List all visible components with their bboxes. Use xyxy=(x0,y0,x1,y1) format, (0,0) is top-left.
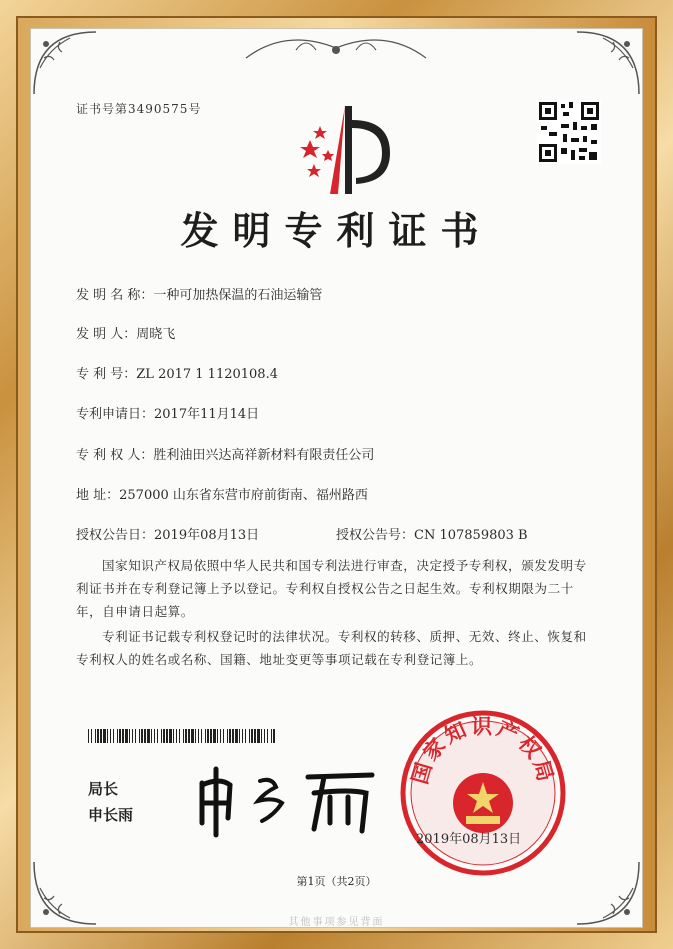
statement-paragraph-1: 国家知识产权局依照中华人民共和国专利法进行审查，决定授予专利权，颁发发明专利证书并在专利登记簿上予以登记。专利权自授权公告之日起生效。专利权期限为二十年，自申请日起算。 xyxy=(76,558,587,619)
invention-name-value: 一种可加热保温的石油运输管 xyxy=(153,288,323,303)
barcode-bar xyxy=(179,729,180,743)
barcode-bar xyxy=(198,729,199,743)
patent-number-value: ZL 2017 1 1120108.4 xyxy=(136,367,278,382)
barcode-bar xyxy=(139,729,140,743)
barcode-bar xyxy=(122,729,124,743)
field-grant-number xyxy=(336,524,528,543)
barcode-bar xyxy=(239,729,240,743)
qr-code xyxy=(537,100,601,164)
barcode-bar xyxy=(205,729,206,743)
patent-office-logo-icon xyxy=(290,98,400,208)
bottom-note: 其他事项参见背面 xyxy=(288,917,385,928)
official-seal xyxy=(398,708,568,878)
filing-date-value: 2017年11月14日 xyxy=(154,407,260,422)
barcode-bar xyxy=(220,729,221,743)
field-address xyxy=(76,484,368,503)
barcode-bar xyxy=(117,729,118,743)
grant-date-value: 2019年08月13日 xyxy=(154,528,260,543)
barcode-bar xyxy=(132,729,133,743)
director-name: 申长雨 xyxy=(88,806,134,824)
barcode-bar xyxy=(207,729,209,743)
certificate-paper xyxy=(30,28,643,928)
barcode-bar xyxy=(254,729,256,743)
top-center-ornament xyxy=(236,28,436,68)
corner-ornament-top-left xyxy=(30,28,100,98)
field-patentee xyxy=(76,444,374,463)
grant-number-value: CN 107859803 B xyxy=(414,528,528,543)
barcode-bar xyxy=(257,729,260,743)
barcode-bar xyxy=(163,729,165,743)
field-patent-number xyxy=(76,363,278,382)
grant-date-label: 授权公告日： xyxy=(76,528,155,543)
barcode-bar xyxy=(271,729,272,743)
patentee-label: 专 利 权 人： xyxy=(76,448,154,463)
barcode-bar xyxy=(201,729,202,743)
barcode-bar xyxy=(95,729,96,743)
barcode-bar xyxy=(107,729,108,743)
barcode-bar xyxy=(147,729,150,743)
corner-ornament-top-right xyxy=(573,28,643,98)
inventor-label: 发 明 人： xyxy=(76,327,137,342)
seal-text: 国家知识产权局 xyxy=(406,713,560,787)
field-filing-date xyxy=(76,403,259,422)
barcode-bar xyxy=(166,729,168,743)
barcode-bar xyxy=(119,729,121,743)
barcode xyxy=(88,728,278,742)
barcode-bar xyxy=(235,729,238,743)
inventor-value: 周晓飞 xyxy=(136,327,176,342)
barcode-bar xyxy=(141,729,143,743)
patentee-value: 胜利油田兴达高祥新材料有限责任公司 xyxy=(153,448,375,463)
field-inventor xyxy=(76,323,175,342)
barcode-bar xyxy=(273,729,275,743)
barcode-bar xyxy=(144,729,146,743)
barcode-bar xyxy=(173,729,174,743)
barcode-bar xyxy=(125,729,128,743)
barcode-bar xyxy=(227,729,228,743)
statement-paragraph-2: 专利证书记载专利权登记时的法律状况。专利权的转移、质押、无效、终止、恢复和专利权人的姓名或名称、国籍、地址变更等事项记载在专利登记簿上。 xyxy=(76,629,587,667)
barcode-bar xyxy=(169,729,172,743)
field-invention-name xyxy=(76,284,322,303)
barcode-bar xyxy=(88,729,89,743)
barcode-bar xyxy=(251,729,253,743)
barcode-bar xyxy=(161,729,162,743)
barcode-bar xyxy=(183,729,184,743)
barcode-bar xyxy=(210,729,212,743)
barcode-bar xyxy=(154,729,155,743)
barcode-bar xyxy=(217,729,218,743)
invention-name-label: 发 明 名 称： xyxy=(76,288,154,303)
barcode-bar xyxy=(176,729,177,743)
certificate-number: 证书号第3490575号 xyxy=(76,102,202,116)
barcode-bar xyxy=(245,729,246,743)
barcode-bar xyxy=(213,729,216,743)
director-title: 局长 xyxy=(88,780,119,798)
page-title: 发明专利证书 xyxy=(180,208,493,253)
barcode-bar xyxy=(249,729,250,743)
address-label: 地 址： xyxy=(76,488,120,503)
page-number: 第1页（共2页） xyxy=(296,875,377,888)
grant-number-label: 授权公告号： xyxy=(336,528,415,543)
barcode-bar xyxy=(195,729,196,743)
barcode-bar xyxy=(191,729,194,743)
barcode-bar xyxy=(242,729,243,743)
barcode-bar xyxy=(135,729,136,743)
barcode-bar xyxy=(267,729,268,743)
barcode-bar xyxy=(100,729,102,743)
barcode-bar xyxy=(188,729,190,743)
field-grant-date xyxy=(76,524,259,543)
barcode-bar xyxy=(232,729,234,743)
barcode-bar xyxy=(151,729,152,743)
barcode-bar xyxy=(129,729,130,743)
barcode-bar xyxy=(264,729,265,743)
filing-date-label: 专利申请日： xyxy=(76,407,155,422)
barcode-bar xyxy=(97,729,99,743)
seal-date: 2019年08月13日 xyxy=(416,832,522,847)
barcode-bar xyxy=(229,729,231,743)
barcode-bar xyxy=(185,729,187,743)
barcode-bar xyxy=(261,729,262,743)
director-signature xyxy=(190,763,390,838)
barcode-bar xyxy=(157,729,158,743)
barcode-bar xyxy=(91,729,92,743)
barcode-bar xyxy=(110,729,111,743)
barcode-bar xyxy=(223,729,224,743)
address-value: 257000 山东省东营市府前街南、福州路西 xyxy=(119,488,368,503)
patent-number-label: 专 利 号： xyxy=(76,367,137,382)
barcode-bar xyxy=(103,729,106,743)
barcode-bar xyxy=(113,729,114,743)
